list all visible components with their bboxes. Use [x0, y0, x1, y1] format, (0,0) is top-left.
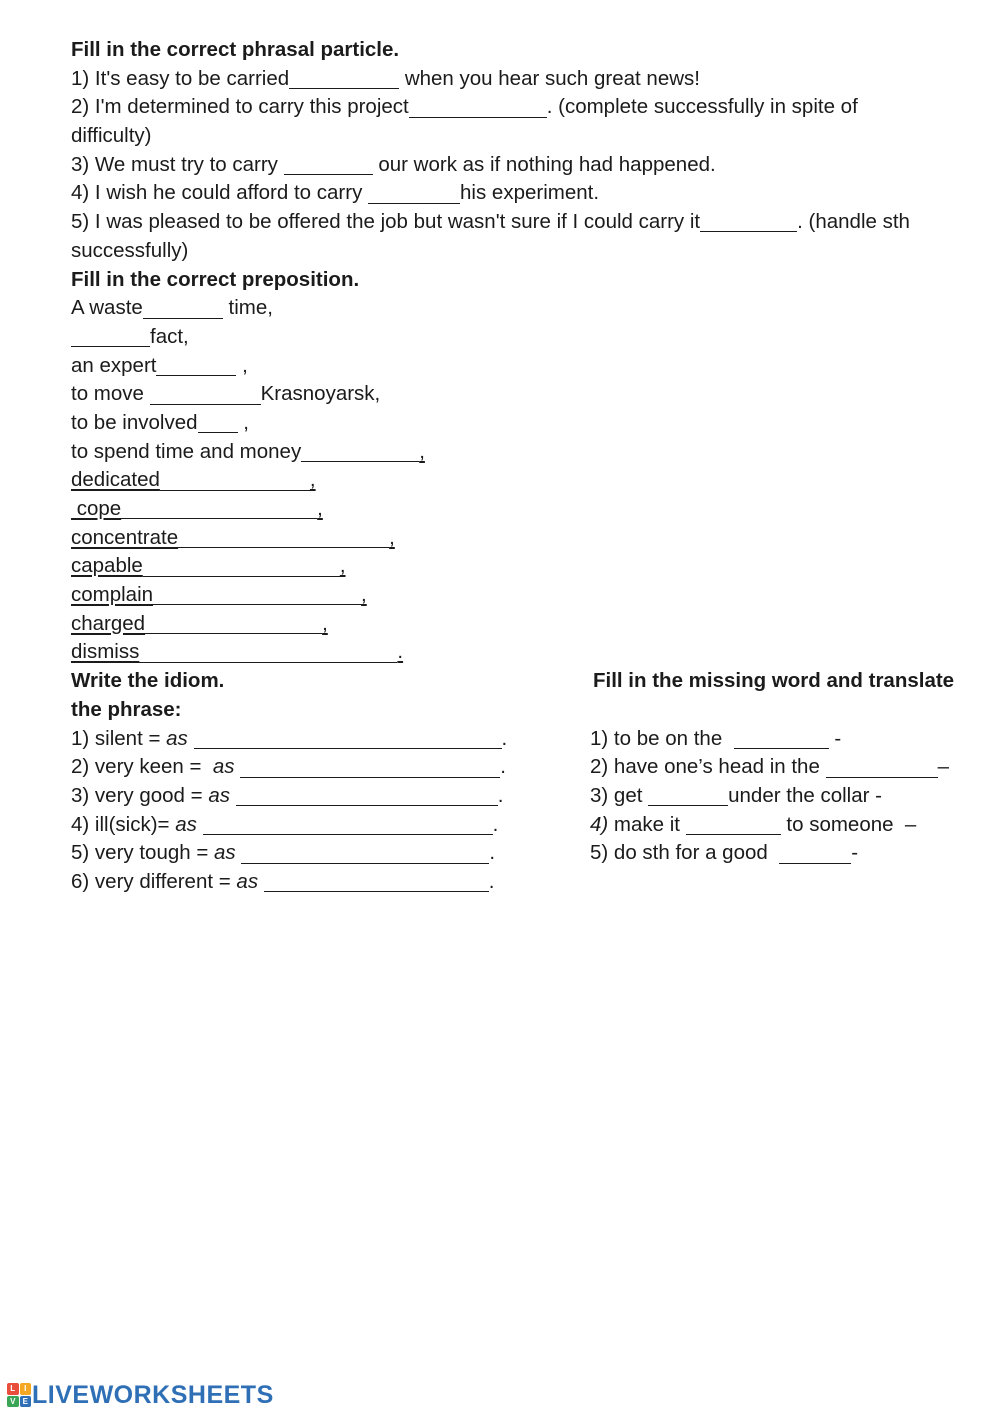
- phrase-text: make it: [608, 812, 686, 836]
- preposition-blank-10[interactable]: [143, 558, 340, 577]
- phrasal-item-5-cont: successfully): [71, 238, 189, 262]
- phrase-text: to be on the: [608, 726, 728, 750]
- idiom-row-1: [71, 725, 971, 754]
- preposition-blank-4[interactable]: [150, 386, 261, 405]
- idiom-end: .: [500, 755, 506, 779]
- idiom-text: 2) very keen =: [71, 755, 208, 779]
- item-text: . (handle sth: [797, 210, 910, 234]
- idiom-blank-5[interactable]: [241, 845, 489, 864]
- preposition-item: [71, 638, 971, 667]
- preposition-blank-5[interactable]: [198, 414, 238, 433]
- phrase-blank-2[interactable]: [826, 759, 938, 778]
- idiom-row-4: [71, 811, 971, 840]
- liveworksheets-logo[interactable]: [7, 1381, 274, 1409]
- section3-heading-right: Fill in the missing word and translate: [593, 669, 955, 693]
- item-text: 5) I was pleased to be offered the job but wasn't sure if I could carry it: [71, 210, 701, 234]
- idiom-text: 5) very tough =: [71, 841, 215, 865]
- phrasal-item-4: [71, 179, 971, 208]
- preposition-item: [71, 581, 971, 610]
- item-word: concentrate: [71, 525, 179, 549]
- idiom-end: .: [497, 783, 504, 807]
- item-text: 3) We must try to carry: [71, 152, 284, 176]
- preposition-item: [71, 610, 971, 639]
- item-word: capable: [71, 554, 143, 578]
- preposition-blank-8[interactable]: [121, 500, 317, 519]
- phrase-row-2: [590, 753, 949, 782]
- phrase-row-1: [590, 725, 841, 754]
- item-word: complain: [71, 583, 154, 607]
- item-word: cope: [71, 497, 122, 520]
- preposition-blank-11[interactable]: [153, 586, 361, 605]
- logo-letter: I: [20, 1383, 32, 1395]
- item-text: Krasnoyarsk,: [260, 382, 381, 406]
- phrase-blank-4[interactable]: [686, 816, 781, 835]
- preposition-item: [71, 466, 971, 495]
- phrasal-item-3: [71, 151, 971, 180]
- idiom-as: as: [212, 755, 235, 779]
- preposition-item: [71, 552, 971, 581]
- phrase-text: -: [851, 841, 859, 865]
- logo-letter: V: [7, 1396, 19, 1408]
- preposition-blank-3[interactable]: [156, 357, 236, 376]
- phrase-num: 4): [590, 812, 609, 836]
- phrase-blank-1[interactable]: [734, 730, 829, 749]
- worksheet: [71, 36, 971, 897]
- idiom-as: as: [208, 783, 230, 807]
- preposition-blank-6[interactable]: [301, 443, 419, 462]
- idiom-as: as: [175, 812, 197, 836]
- item-word: dismiss: [71, 640, 140, 664]
- preposition-item: [71, 409, 971, 438]
- item-punct: ,: [361, 583, 367, 607]
- preposition-item: [71, 380, 971, 409]
- item-text: fact,: [150, 324, 189, 348]
- item-text: his experiment.: [460, 181, 600, 205]
- phrase-text: –: [937, 755, 949, 779]
- phrase-row-3: [590, 782, 882, 811]
- idiom-text: 3) very good =: [71, 783, 209, 807]
- idiom-blank-4[interactable]: [203, 816, 493, 835]
- phrasal-item-2-cont: difficulty): [71, 124, 152, 148]
- preposition-item: [71, 438, 971, 467]
- item-word: dedicated: [71, 468, 160, 492]
- item-text: time,: [222, 296, 273, 320]
- item-punct: ,: [419, 439, 425, 463]
- phrase-blank-5[interactable]: [779, 845, 851, 864]
- phrasal-item-2: [71, 93, 971, 122]
- phrase-blank-3[interactable]: [648, 787, 728, 806]
- item-text: . (complete successfully in spite of: [546, 95, 858, 119]
- idiom-row-3: [71, 782, 971, 811]
- preposition-blank-2[interactable]: [71, 328, 150, 347]
- idiom-text: 1) silent =: [71, 726, 167, 750]
- item-text: when you hear such great news!: [399, 66, 700, 90]
- phrasal-item-5: [71, 208, 971, 237]
- phrase-text: to someone –: [780, 812, 917, 836]
- phrase-text: -: [828, 726, 842, 750]
- section2-heading: Fill in the correct preposition.: [71, 267, 360, 291]
- item-word: charged: [71, 611, 146, 635]
- idiom-as: as: [166, 726, 188, 750]
- phrase-num: 2): [590, 755, 609, 779]
- item-punct: ,: [317, 497, 323, 520]
- idiom-blank-1[interactable]: [194, 730, 502, 749]
- answer-blank-2[interactable]: [409, 99, 547, 118]
- idiom-as: as: [214, 841, 236, 865]
- item-punct: ,: [322, 611, 328, 635]
- item-text: an expert: [71, 353, 157, 377]
- item-text: ,: [237, 410, 249, 434]
- section3-heading-cont: the phrase:: [71, 697, 182, 721]
- item-punct: ,: [339, 554, 346, 578]
- preposition-blank-13[interactable]: [139, 644, 397, 663]
- phrase-row-4: [590, 811, 916, 840]
- item-punct: ,: [389, 525, 395, 549]
- preposition-item: [71, 352, 971, 381]
- answer-blank-1[interactable]: [289, 70, 399, 89]
- item-text: to move: [71, 382, 150, 406]
- idiom-end: .: [501, 726, 508, 750]
- item-text: our work as if nothing had happened.: [372, 152, 716, 176]
- item-text: to spend time and money: [71, 439, 302, 463]
- phrase-num: 5): [590, 841, 609, 865]
- idiom-blank-2[interactable]: [240, 759, 500, 778]
- answer-blank-4[interactable]: [368, 185, 460, 204]
- answer-blank-5[interactable]: [700, 213, 797, 232]
- idiom-end: .: [492, 812, 499, 836]
- phrasal-item-1: [71, 65, 971, 94]
- section1-heading: Fill in the correct phrasal particle.: [71, 38, 400, 61]
- item-text: 4) I wish he could afford to carry: [71, 181, 369, 205]
- phrase-num: 3): [590, 783, 609, 807]
- item-text: ,: [236, 353, 248, 377]
- section3-heading-left: Write the idiom.: [71, 669, 225, 693]
- preposition-item: [71, 323, 971, 352]
- idiom-end: .: [489, 841, 496, 865]
- preposition-item: [71, 294, 971, 323]
- logo-text: LIVEWORKSHEETS: [32, 1380, 274, 1409]
- idiom-end: .: [488, 869, 495, 893]
- preposition-blank-7[interactable]: [160, 472, 310, 491]
- phrase-text: under the collar -: [728, 783, 882, 807]
- idiom-blank-3[interactable]: [236, 787, 498, 806]
- item-punct: .: [397, 640, 404, 664]
- phrase-text: get: [608, 783, 649, 807]
- idiom-row-2: [71, 753, 971, 782]
- item-text: 2) I'm determined to carry this project: [71, 95, 409, 119]
- logo-letter: L: [7, 1383, 19, 1395]
- liveworksheets-logo-icon: [7, 1383, 31, 1407]
- idiom-as: as: [236, 869, 259, 893]
- phrase-num: 1): [590, 726, 609, 750]
- preposition-blank-1[interactable]: [143, 300, 223, 319]
- idiom-row-5: [71, 839, 971, 868]
- idiom-text: 6) very different =: [71, 869, 237, 893]
- item-text: 1) It's easy to be carried: [71, 66, 290, 90]
- section3-heading-row: [71, 667, 971, 696]
- preposition-blank-9[interactable]: [178, 529, 389, 548]
- preposition-item: [71, 495, 971, 524]
- phrase-text: do sth for a good: [608, 841, 774, 865]
- idiom-row-6: [71, 868, 971, 897]
- idiom-text: 4) ill(sick)=: [71, 812, 176, 836]
- item-punct: ,: [309, 468, 316, 492]
- phrase-text: have one’s head in the: [608, 755, 826, 779]
- preposition-item: [71, 524, 971, 553]
- item-text: A waste: [71, 296, 143, 320]
- preposition-blank-12[interactable]: [145, 615, 322, 634]
- answer-blank-3[interactable]: [284, 156, 373, 175]
- logo-letter: E: [20, 1396, 32, 1408]
- item-text: to be involved: [71, 410, 198, 434]
- phrase-row-5: [590, 839, 858, 868]
- idiom-blank-6[interactable]: [264, 873, 489, 892]
